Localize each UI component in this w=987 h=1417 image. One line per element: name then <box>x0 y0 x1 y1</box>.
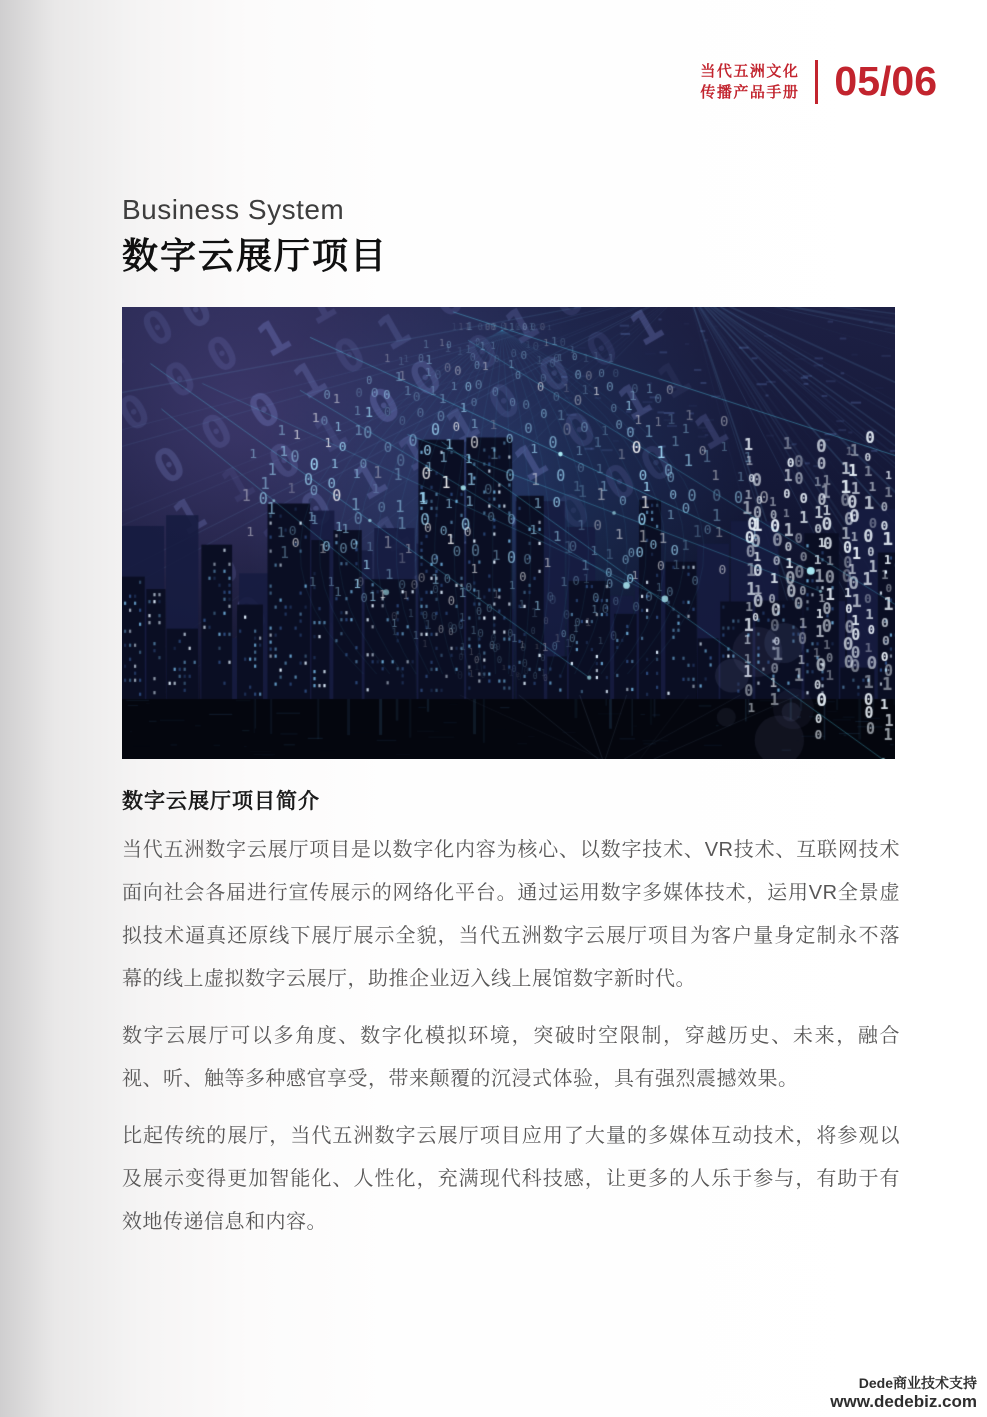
intro-body <box>122 829 900 1244</box>
intro-heading: 数字云展厅项目简介 <box>122 790 320 813</box>
page-number: 05/06 <box>834 58 937 104</box>
paragraph-2: 数字云展厅可以多角度、数字化模拟环境，突破时空限制，穿越历史、未来，融合视、听、触等多种感官享受，带来颠覆的沉浸式体验，具有强烈震撼效果。 <box>122 1025 900 1090</box>
watermark <box>830 1375 977 1411</box>
watermark-text: Dede商业技术支持 <box>858 1375 977 1391</box>
paragraph-3: 比起传统的展厅，当代五洲数字云展厅项目应用了大量的多媒体互动技术，将参观以及展示变得更加智能化、人性化，充满现代科技感，让更多的人乐于参与，有助于有效地传递信息和内容。 <box>122 1125 900 1233</box>
section-eyebrow: Business System <box>122 194 345 225</box>
page-header <box>700 58 937 105</box>
booklet-title <box>700 61 799 103</box>
main-content <box>122 193 900 1244</box>
booklet-title-line1: 当代五洲文化 <box>700 62 800 80</box>
booklet-title-line2: 传播产品手册 <box>700 83 800 101</box>
page-title: 数字云展厅项目 <box>122 235 389 276</box>
paragraph-1: 当代五洲数字云展厅项目是以数字化内容为核心、以数字技术、VR技术、互联网技术面向社会各届进行宣传展示的网络化平台。通过运用数字多媒体技术，运用VR全景虚拟技术逼真还原线下展厅展示全貌，当代五洲数字云展厅项目为客户量身定制永不落幕的线上虚拟数字云展厅，助推企业迈入线上展馆数字新时代。 <box>122 839 900 990</box>
watermark-url: www.dedebiz.com <box>830 1392 977 1411</box>
hero-image <box>122 307 895 759</box>
header-divider <box>815 60 818 104</box>
